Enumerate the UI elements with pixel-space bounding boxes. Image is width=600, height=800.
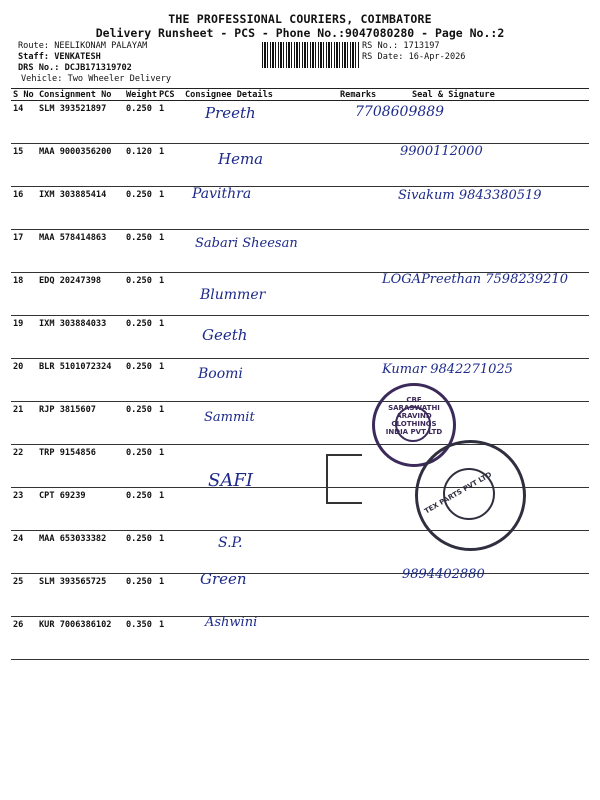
route-line: Route: NEELIKONAM PALAYAM	[18, 41, 148, 51]
table-row	[11, 617, 589, 660]
rs-number: RS No.: 1713197	[362, 41, 440, 51]
cell-seal	[394, 316, 589, 359]
handwritten-consignee: SAFI	[208, 470, 253, 491]
cell-weight: 0.350	[124, 617, 157, 660]
table-row	[11, 574, 589, 617]
cell-consignment: KUR 7006386102	[37, 617, 124, 660]
cell-sno: 20	[11, 359, 37, 402]
cell-pcs: 1	[157, 445, 183, 488]
cell-pcs: 1	[157, 230, 183, 273]
cell-consignment: EDQ 20247398	[37, 273, 124, 316]
cell-pcs: 1	[157, 617, 183, 660]
handwritten-consignee: Ashwini	[205, 615, 258, 630]
handwritten-consignee: Blummer	[200, 287, 266, 303]
handwritten-signature: Sivakum 9843380519	[398, 188, 542, 203]
cell-consignee	[183, 445, 338, 488]
handwritten-consignee: Pavithra	[192, 186, 252, 202]
cell-weight: 0.120	[124, 144, 157, 187]
cell-weight: 0.250	[124, 101, 157, 144]
handwritten-consignee: Boomi	[198, 366, 243, 382]
cell-pcs: 1	[157, 316, 183, 359]
seal-text: CBE SARASWATHI ARAVIND CLOTHINGS INDIA PVT LTD	[385, 396, 443, 436]
cell-weight: 0.250	[124, 230, 157, 273]
cell-weight: 0.250	[124, 187, 157, 230]
cell-sno: 26	[11, 617, 37, 660]
barcode-graphic	[262, 42, 360, 68]
cell-weight: 0.250	[124, 273, 157, 316]
col-header-sno: S No	[11, 89, 37, 101]
handwritten-signature: Kumar 9842271025	[382, 362, 513, 377]
cell-weight: 0.250	[124, 574, 157, 617]
handwritten-consignee: Geeth	[202, 326, 248, 344]
table-row	[11, 101, 589, 144]
cell-sno: 24	[11, 531, 37, 574]
handwritten-consignee: Sammit	[204, 410, 255, 425]
cell-sno: 15	[11, 144, 37, 187]
cell-consignee	[183, 488, 338, 531]
handwritten-consignee: Green	[200, 570, 247, 588]
cell-consignment: CPT 69239	[37, 488, 124, 531]
handwritten-consignee: Hema	[218, 150, 264, 168]
cell-pcs: 1	[157, 574, 183, 617]
cell-weight: 0.250	[124, 316, 157, 359]
cell-consignment: TRP 9154856	[37, 445, 124, 488]
cell-pcs: 1	[157, 402, 183, 445]
table-header-row	[11, 89, 589, 101]
cell-remarks	[338, 187, 394, 230]
cell-remarks	[338, 574, 394, 617]
cell-pcs: 1	[157, 101, 183, 144]
cell-consignee	[183, 531, 338, 574]
staff-line	[18, 52, 101, 63]
cell-weight: 0.250	[124, 488, 157, 531]
cell-sno: 19	[11, 316, 37, 359]
table-row	[11, 230, 589, 273]
cell-sno: 14	[11, 101, 37, 144]
cell-consignment: RJP 3815607	[37, 402, 124, 445]
cell-seal	[394, 617, 589, 660]
table-row	[11, 402, 589, 445]
company-title: THE PROFESSIONAL COURIERS, COIMBATORE	[168, 12, 432, 26]
cell-consignment: SLM 393521897	[37, 101, 124, 144]
cell-sno: 16	[11, 187, 37, 230]
cell-sno: 23	[11, 488, 37, 531]
cell-sno: 21	[11, 402, 37, 445]
cell-consignment: MAA 578414863	[37, 230, 124, 273]
cell-seal	[394, 230, 589, 273]
cell-consignment: IXM 303885414	[37, 187, 124, 230]
handwritten-signature: LOGAPreethan 7598239210	[382, 272, 568, 287]
col-header-weight: Weight	[126, 89, 157, 100]
table-row	[11, 316, 589, 359]
handwritten-signature: 9894402880	[402, 567, 485, 582]
table-row	[11, 144, 589, 187]
staff-value: VENKATESH	[54, 52, 101, 62]
handwritten-signature: 7708609889	[355, 104, 445, 120]
cell-consignment: BLR 5101072324	[37, 359, 124, 402]
cell-consignment: SLM 393565725	[37, 574, 124, 617]
cell-pcs: 1	[157, 187, 183, 230]
cell-pcs: 1	[157, 273, 183, 316]
col-header-pcs: PCS	[157, 89, 183, 101]
cell-sno: 18	[11, 273, 37, 316]
cell-pcs: 1	[157, 144, 183, 187]
cell-weight: 0.250	[124, 445, 157, 488]
cell-remarks	[338, 617, 394, 660]
handwritten-consignee: Preeth	[205, 104, 256, 122]
col-header-seal: Seal & Signature	[394, 89, 589, 101]
drs-label: DRS No.:	[18, 63, 60, 73]
cell-pcs: 1	[157, 531, 183, 574]
cell-sno: 25	[11, 574, 37, 617]
rs-date: RS Date: 16-Apr-2026	[362, 52, 466, 62]
cell-pcs: 1	[157, 359, 183, 402]
company-seal-2	[415, 440, 526, 551]
cell-consignment: IXM 303884033	[37, 316, 124, 359]
cell-pcs: 1	[157, 488, 183, 531]
col-header-remarks: Remarks	[338, 89, 394, 101]
cell-remarks	[338, 230, 394, 273]
handwritten-consignee: Sabari Sheesan	[195, 236, 298, 251]
cell-weight: 0.250	[124, 531, 157, 574]
col-header-consignment: Consignment No	[37, 89, 124, 101]
handwritten-box-mark	[326, 454, 362, 504]
drs-line	[18, 63, 132, 74]
seal-text: TEX PARTS PVT LTD	[423, 470, 494, 516]
handwritten-consignee: S.P.	[218, 535, 243, 551]
vehicle-line: Vehicle: Two Wheeler Delivery	[21, 74, 172, 84]
cell-sno: 17	[11, 230, 37, 273]
cell-remarks	[338, 316, 394, 359]
cell-weight: 0.250	[124, 402, 157, 445]
cell-remarks	[338, 144, 394, 187]
cell-weight: 0.250	[124, 359, 157, 402]
handwritten-signature: 9900112000	[400, 144, 483, 159]
cell-remarks	[338, 531, 394, 574]
cell-consignment: MAA 653033382	[37, 531, 124, 574]
cell-sno: 22	[11, 445, 37, 488]
drs-value: DCJB171319702	[64, 63, 132, 73]
col-header-consignee: Consignee Details	[183, 89, 338, 101]
runsheet-subtitle: Delivery Runsheet - PCS - Phone No.:9047080280 - Page No.:2	[95, 26, 505, 40]
staff-label: Staff:	[18, 52, 50, 62]
cell-consignment: MAA 9000356200	[37, 144, 124, 187]
